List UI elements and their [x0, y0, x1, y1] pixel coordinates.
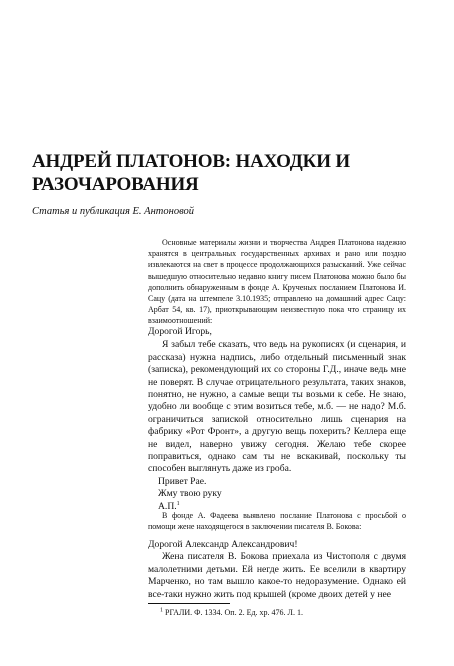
intro-paragraph: Основные материалы жизни и творчества Андрея Платонова надежно хранятся в центральных государственных архивах и рано или поздно извлекаются на свет в процессе продолжающихся разысканий. Уже сейчас вышедшую относительно недавно книгу писем Платонова можно было бы дополнить обнаруженным в фонде А. Крученых посланием Платонова И. Сацу (дата на штемпеле 3.10.1935; отправлено на домашний адрес Сацу: Арбат 54, кв. 17), приоткрывающим неизвестную пока что страницу их взаимоотношений:	[148, 238, 406, 326]
article-title	[32, 150, 432, 196]
article-title-subject: НАХОДКИ И РАЗОЧАРОВАНИЯ	[32, 151, 350, 195]
letter1-greeting: Дорогой Игорь,	[148, 326, 212, 337]
letter1-initials: А.П.	[158, 500, 177, 512]
footnote-mark: 1	[160, 607, 163, 614]
footnote-text: РГАЛИ. Ф. 1334. Оп. 2. Ед. хр. 476. Л. 1.	[165, 608, 303, 617]
letter2-greeting: Дорогой Александр Александрович!	[148, 539, 298, 550]
article-title-author: АНДРЕЙ ПЛАТОНОВ:	[32, 151, 231, 172]
letter2-body: Жена писателя В. Бокова приехала из Чистополя с двумя малолетними детьми. Ей негде жить. Ее вселили в квартиру Марченко, но там вышло какое-то недоразумение. Однако ей все-таки нужно жить под крышей (кроме двоих детей у нее	[148, 551, 406, 600]
letter-to-sats	[148, 326, 406, 513]
footnote	[160, 608, 400, 618]
editorial-note: В фонде А. Фадеева выявлено послание Платонова с просьбой о помощи жене находящегося в заключении писателя В. Бокова:	[148, 511, 406, 532]
footnote-divider	[148, 603, 230, 604]
letter-to-fadeev	[148, 539, 406, 601]
letter1-body: Я забыл тебе сказать, что ведь на рукописях (и сценария, и рассказа) нужна надпись, либо отдельный письменный знак (записка), рекомендующий их со стороны Г.Д., иначе ведь мне не поверят. В случае отрицательного результата, таких знаков, понятно, не нужно, а самые вещи ты возьми к себе. Не знаю, удобно ли вообще с этим возиться тебе, м.б. — не надо? М.б. ограничиться запиской относительно лишь сценария на фабрику «Рот Фронт», а другую вещь похерить? Келлера еще не видел, наверно увижу сегодня. Желаю тебе скорее поправиться, однако сам ты не вскакивай, поскольку ты способен выглянуть даже из гроба.	[148, 339, 406, 475]
letter1-regards: Привет Рае.	[158, 475, 207, 487]
footnote-reference: 1	[176, 500, 180, 507]
article-byline: Статья и публикация Е. Антоновой	[32, 206, 195, 217]
letter1-handshake: Жму твою руку	[158, 488, 222, 500]
